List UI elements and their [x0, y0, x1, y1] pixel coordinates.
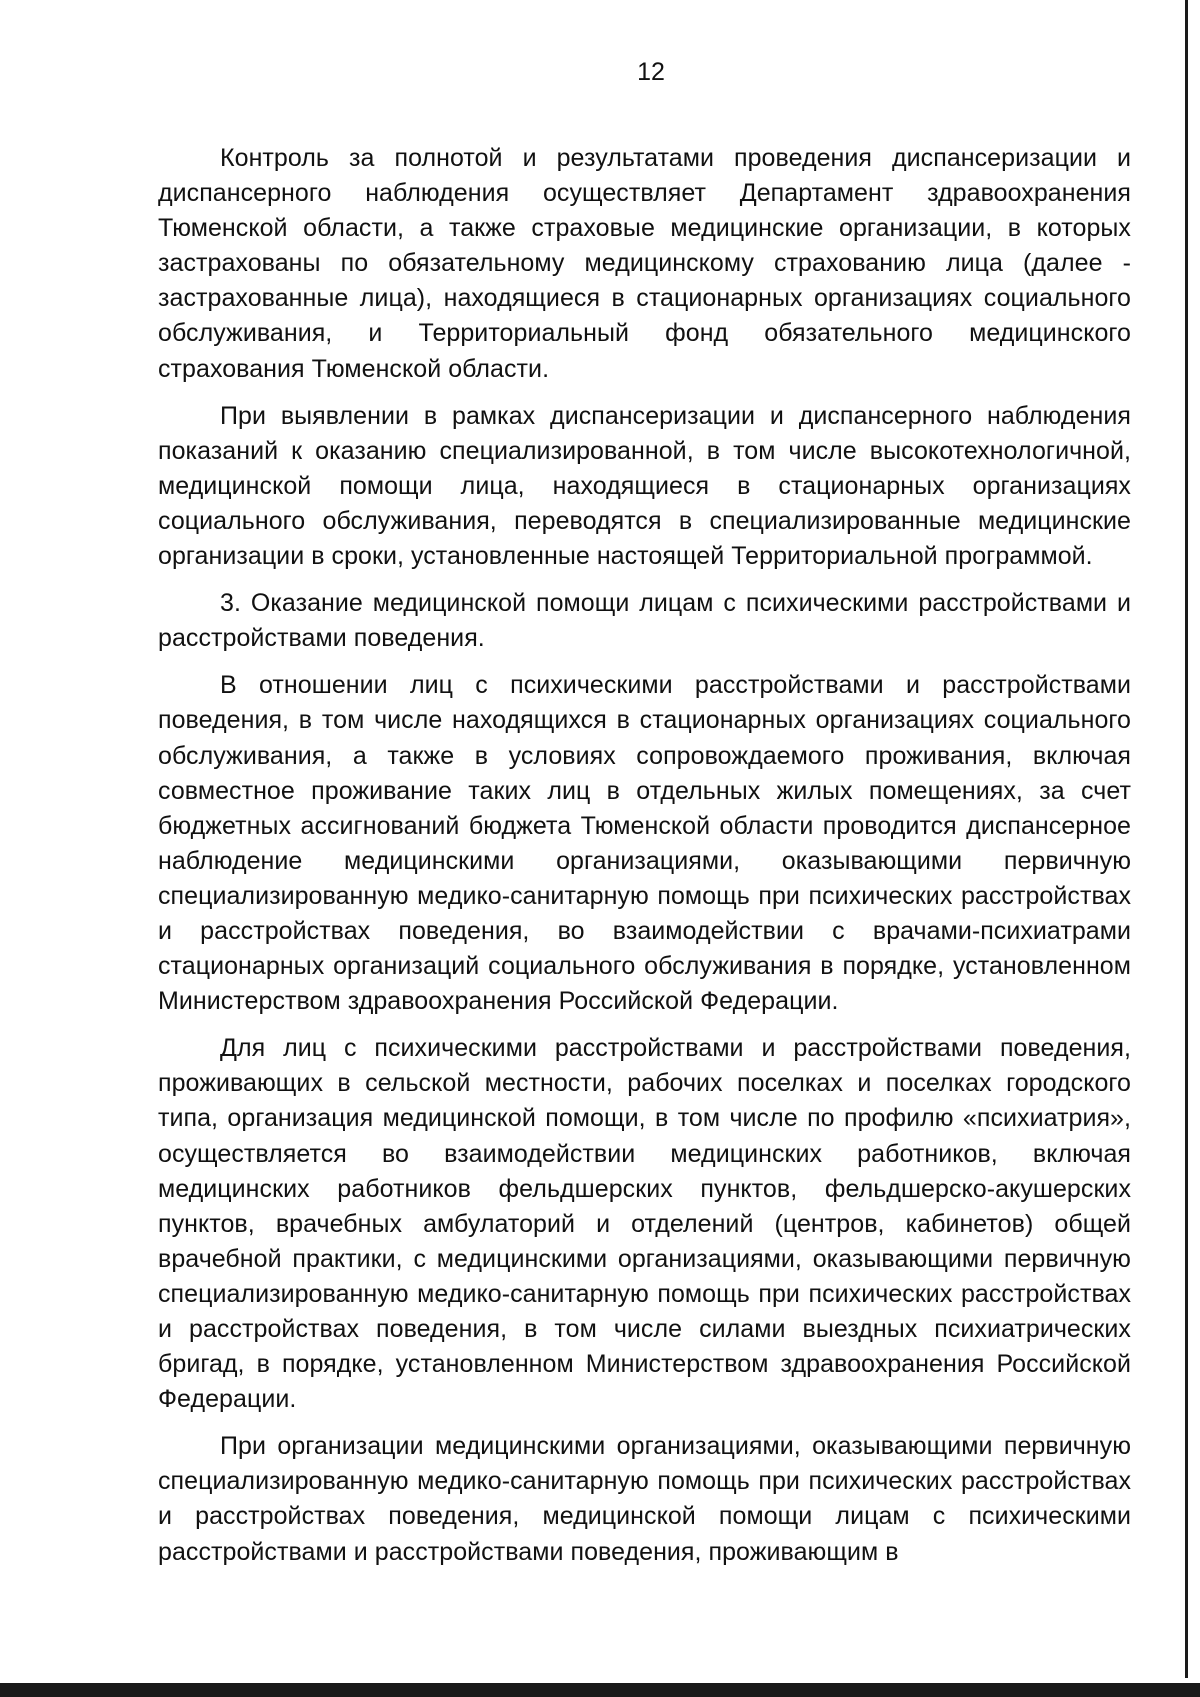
paragraph-rural-care: Для лиц с психическими расстройствами и расстройствами поведения, проживающих в сельской местности, рабочих поселках и поселках городского типа, организация медицинской помощи, в том числе по профилю «психиатрия», осуществляется во взаимодействии медицинских работников, включая медицинских работников фельдшерских пунктов, фельдшерско-акушерских пунктов, врачебных амбулаторий и отделений (центров, кабинетов) общей врачебной практики, с медицинскими организациями, оказывающими первичную специализированную медико-санитарную помощь при психических расстройствах и расстройствах поведения, в том числе силами выездных психиатрических бригад, в порядке, установленном Министерством здравоохранения Российской Федерации.: [158, 1034, 1131, 1414]
paragraph-organization: При организации медицинскими организациями, оказывающими первичную специализированную медико-санитарную помощь при психических расстройствах и расстройствах поведения, медицинской помощи лицам с психическими расстройствами и расстройствами поведения, проживающим в: [158, 1432, 1131, 1566]
scan-bottom-border: [0, 1683, 1200, 1697]
paragraph-transfer: При выявлении в рамках диспансеризации и диспансерного наблюдения показаний к оказанию специализированной, в том числе высокотехнологичной, медицинской помощи лица, находящиеся в стационарных организациях социального обслуживания, переводятся в специализированные медицинские организации в сроки, установленные настоящей Территориальной программой.: [158, 401, 1131, 571]
document-body: [158, 141, 1131, 1582]
paragraph-observation: В отношении лиц с психическими расстройствами и расстройствами поведения, в том числе находящихся в стационарных организациях социального обслуживания, а также в условиях сопровождаемого проживания, включая совместное проживание таких лиц в отдельных жилых помещениях, за счет бюджетных ассигнований бюджета Тюменской области проводится диспансерное наблюдение медицинскими организациями, оказывающими первичную специализированную медико-санитарную помощь при психических расстройствах и расстройствах поведения, во взаимодействии с врачами-психиатрами стационарных организаций социального обслуживания в порядке, установленном Министерством здравоохранения Российской Федерации.: [158, 671, 1131, 1016]
page-number: 12: [637, 58, 665, 86]
scan-right-border: [1185, 0, 1188, 1678]
paragraph-control: Контроль за полнотой и результатами проведения диспансеризации и диспансерного наблюдения осуществляет Департамент здравоохранения Тюменской области, а также страховые медицинские организации, в которых застрахованы по обязательному медицинскому страхованию лица (далее - застрахованные лица), находящиеся в стационарных организациях социального обслуживания, и Территориальный фонд обязательного медицинского страхования Тюменской области.: [158, 144, 1131, 383]
section-heading-3: 3. Оказание медицинской помощи лицам с психическими расстройствами и расстройствами поведения.: [158, 589, 1131, 653]
